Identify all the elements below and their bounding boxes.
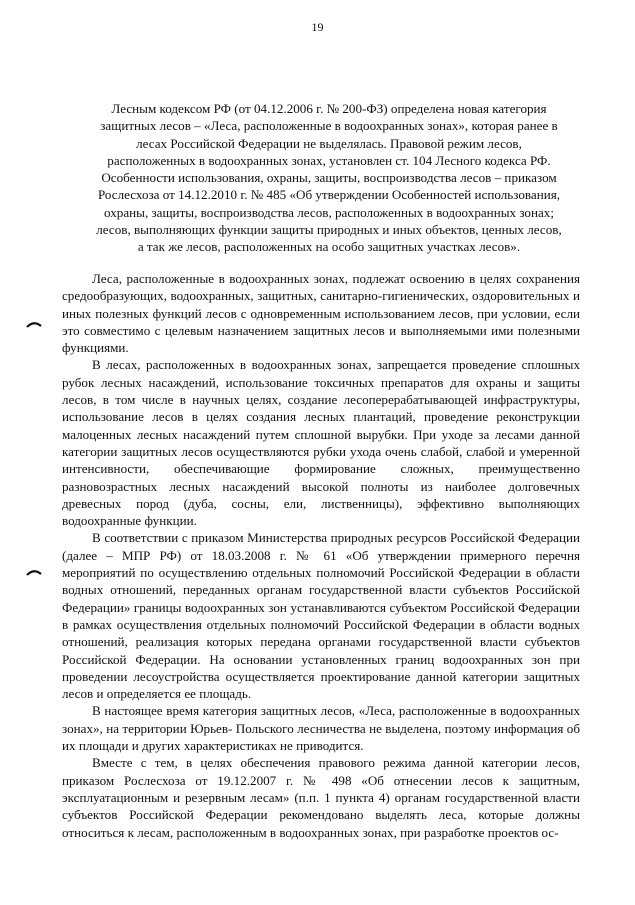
paragraph: В лесах, расположенных в водоохранных зонах, запрещается проведение сплошных рубок лесных насаждений, использование токсичных препаратов для охраны и защиты лесов, в том числе в научных целях, создание лесоперерабатывающей инфраструктуры, использование лесов в целях создания лесных плантаций, проведение реконструкции малоценных лесных насаждений путем сплошной вырубки. При уходе за лесами данной категории защитных лесов осуществляются рубки ухода очень слабой, слабой и умеренной интенсивности, обеспечивающие формирование сложных, преимущественно разновозрастных лесных насаждений высокой полноты из наиболее долговечных древесных пород (дуба, сосны, ели, лиственницы), эффективно выполняющих водоохранные функции. bbox=[62, 357, 580, 529]
body-text bbox=[62, 270, 580, 841]
paragraph: В соответствии с приказом Министерства природных ресурсов Российской Федерации (далее – МПР РФ) от 18.03.2008 г. № 61 «Об утверждении примерного перечня мероприятий по осуществлению отдельных полномочий Российской Федерации в области водных отношений, переданных органам государственной власти субъектов Российской Федерации» границы водоохранных зон устанавливаются субъектом Российской Федерации в рамках осуществления отдельных полномочий Российской Федерации в области водных отношений, реализация которых передана органами государственной власти субъектов Российской Федерации. На основании установленных границ водоохранных зон при проведении лесоустройства осуществляется проектирование данной категории защитных лесов и определяется ее площадь. bbox=[62, 530, 580, 702]
binding-hole-mark bbox=[26, 568, 42, 576]
paragraph: В настоящее время категория защитных лесов, «Леса, расположенные в водоохранных зонах», на территории Юрьев- Польского лесничества не выделена, поэтому информация об их площади и других характеристиках не приводится. bbox=[62, 703, 580, 754]
paragraph: Леса, расположенные в водоохранных зонах, подлежат освоению в целях сохранения средообразующих, водоохранных, защитных, санитарно-гигиенических, оздоровительных и иных полезных функций лесов с одновременным использованием лесов, при условии, если это совместимо с целевым назначением защитных лесов и выполняемыми ими полезными функциями. bbox=[62, 271, 580, 356]
page-number: 19 bbox=[311, 20, 324, 34]
intro-paragraph: Лесным кодексом РФ (от 04.12.2006 г. № 200-ФЗ) определена новая категория защитных лесов – «Леса, расположенные в водоохранных зонах», которая ранее в лесах Российской Федерации не выделялась. Правовой режим лесов, расположенных в водоохранных зонах, установлен ст. 104 Лесного кодекса РФ. Особенности использования, охраны, защиты, воспроизводства лесов – приказом Рослесхоза от 14.12.2010 г. № 485 «Об утверждении Особенностей использования, охраны, защиты, воспроизводства лесов, расположенных в водоохранных зонах; лесов, выполняющих функции защиты природных и иных объектов, ценных лесов, а так же лесов, расположенных на особо защитных участках лесов». bbox=[96, 101, 562, 255]
paragraph: Вместе с тем, в целях обеспечения правового режима данной категории лесов, приказом Рослесхоза от 19.12.2007 г. № 498 «Об отнесении лесов к защитным, эксплуатационным и резервным лесам» (п.п. 1 пункта 4) органам государственной власти субъектов Российской Федерации рекомендовано выделять леса, которые должны относиться к лесам, расположенным в водоохранных зонах, при разработке проектов ос- bbox=[62, 755, 580, 840]
binding-hole-mark bbox=[26, 320, 42, 328]
